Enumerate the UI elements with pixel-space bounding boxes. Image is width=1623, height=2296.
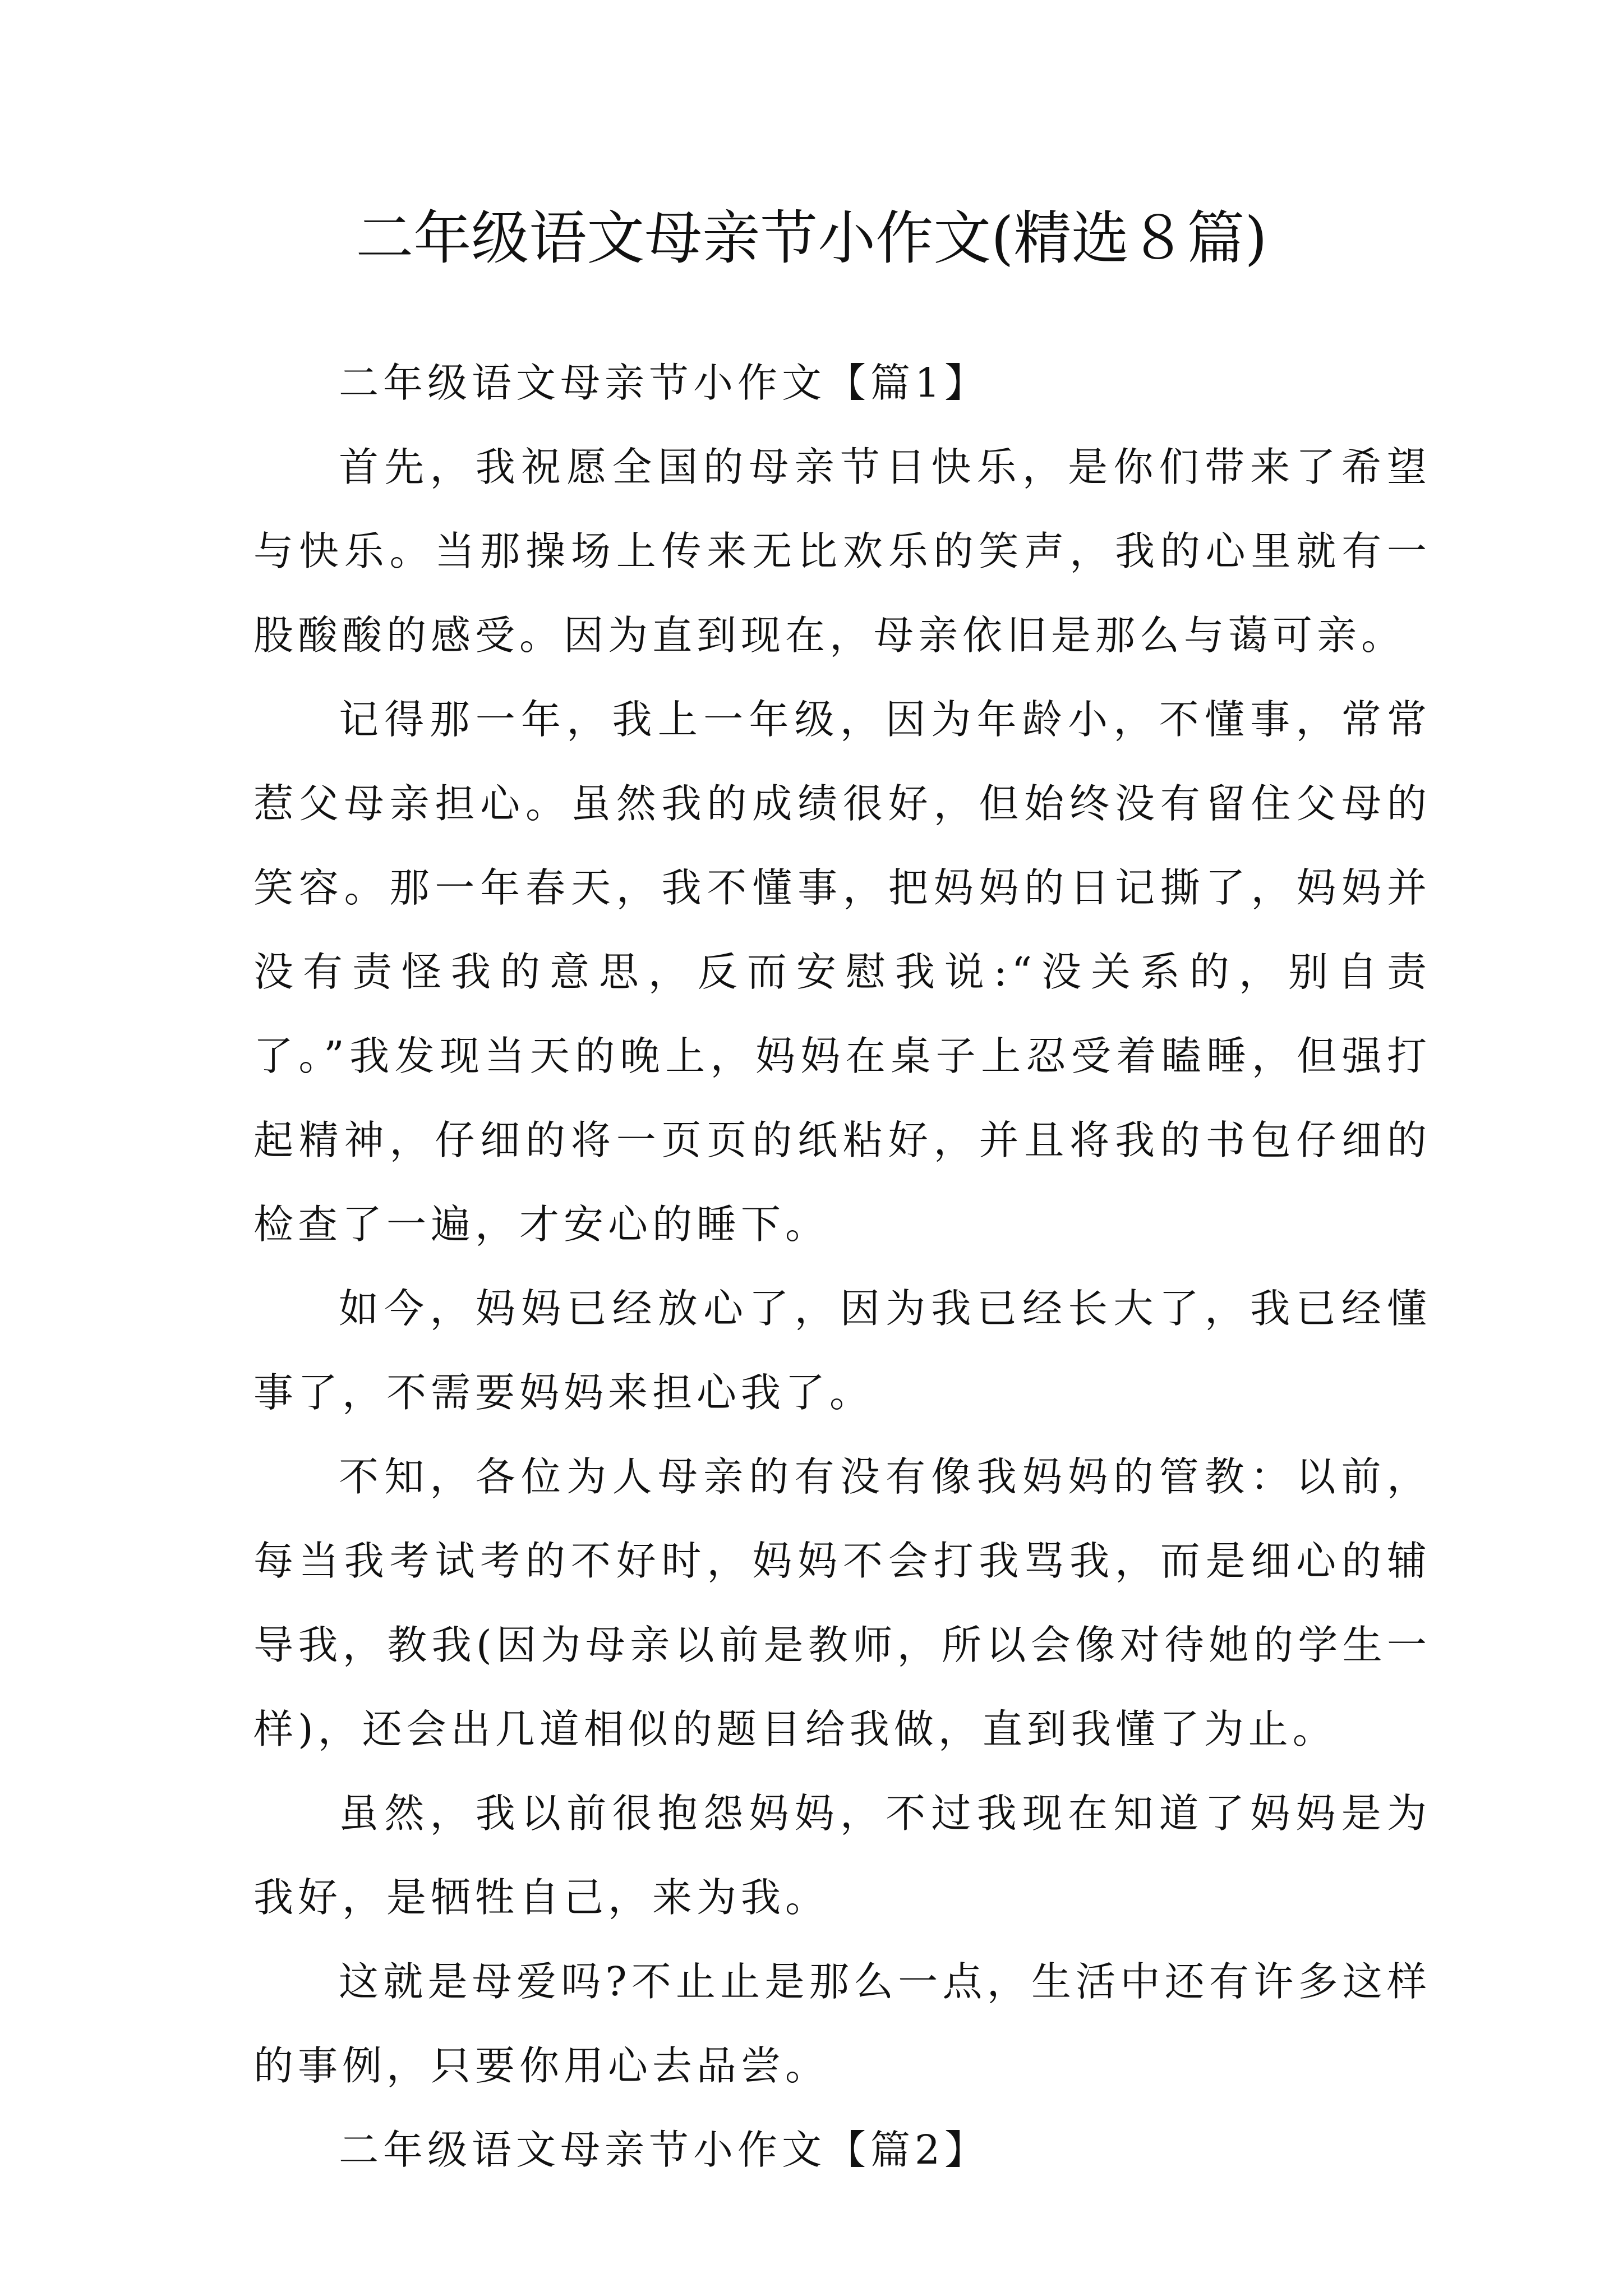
paragraph: 虽然，我以前很抱怨妈妈，不过我现在知道了妈妈是为我好，是牺牲自己，来为我。 <box>253 1790 1431 1921</box>
section-heading-2: 二年级语文母亲节小作文【篇2】 <box>339 2127 989 2173</box>
paragraph: 这就是母爱吗?不止止是那么一点，生活中还有许多这样的事例，只要你用心去品尝。 <box>253 1958 1431 2089</box>
document-title: 二年级语文母亲节小作文(精选８篇) <box>356 205 1267 272</box>
paragraph: 不知，各位为人母亲的有没有像我妈妈的管教：以前，每当我考试考的不好时，妈妈不会打我骂我，而是细心的辅导我，教我(因为母亲以前是教师，所以会像对待她的学生一样)，还会出几道相似的题目给我做，直到我懂了为止。 <box>253 1453 1431 1752</box>
paragraph: 首先，我祝愿全国的母亲节日快乐，是你们带来了希望与快乐。当那操场上传来无比欢乐的笑声，我的心里就有一股酸酸的感受。因为直到现在，母亲依旧是那么与蔼可亲。 <box>253 444 1431 659</box>
section-heading-1: 二年级语文母亲节小作文【篇1】 <box>339 360 989 406</box>
paragraph: 记得那一年，我上一年级，因为年龄小，不懂事，常常惹父母亲担心。虽然我的成绩很好，但始终没有留住父母的笑容。那一年春天，我不懂事，把妈妈的日记撕了，妈妈并没有责怪我的意思，反而安慰我说:“没关系的，别自责了。”我发现当天的晚上，妈妈在桌子上忍受着瞌睡，但强打起精神，仔细的将一页页的纸粘好，并且将我的书包仔细的检查了一遍，才安心的睡下。 <box>253 696 1431 1248</box>
document-body <box>253 341 1431 2192</box>
paragraph: 如今，妈妈已经放心了，因为我已经长大了，我已经懂事了，不需要妈妈来担心我了。 <box>253 1285 1431 1416</box>
